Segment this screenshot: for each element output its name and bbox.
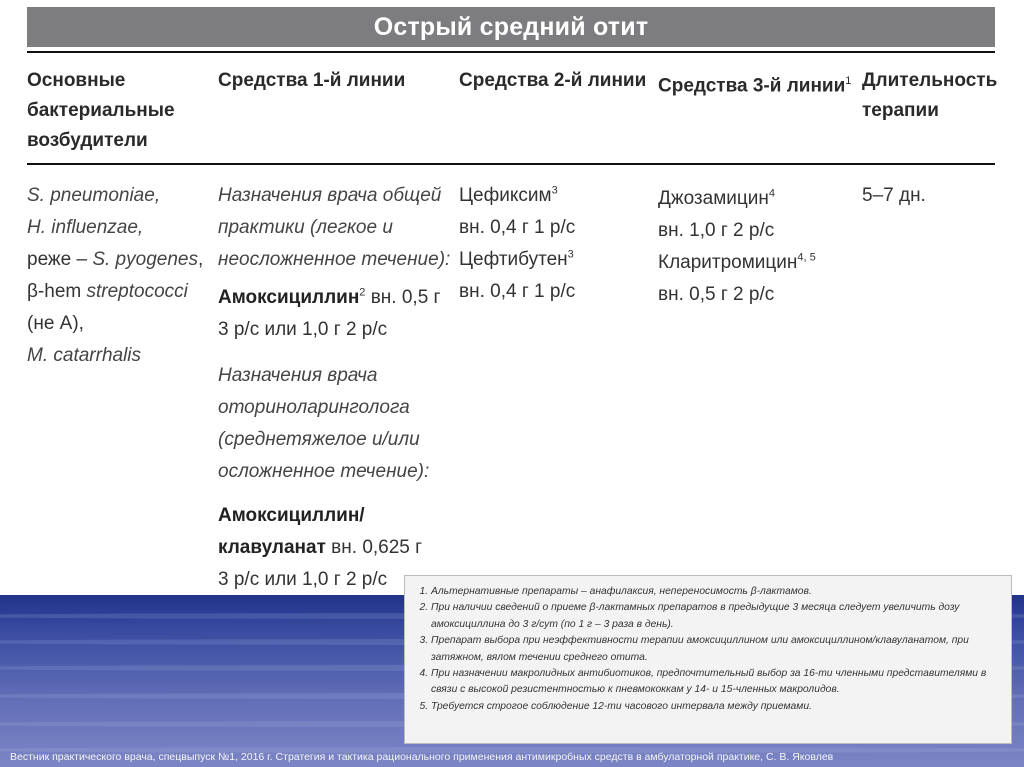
- drug-clarithromycin: [658, 247, 816, 279]
- header-bottom-rule: [27, 163, 995, 165]
- header-pathogens-line: Основные: [27, 70, 126, 91]
- footnote-mark: 3: [551, 184, 558, 197]
- drug-dose: вн. 0,625 г: [325, 537, 423, 558]
- footnote-item: 5. Требуется строгое соблюдение 12-ти часового интервала между приемами.: [431, 699, 1001, 715]
- pathogen-line: [27, 244, 203, 276]
- drug-dose: вн. 0,4 г 1 р/с: [459, 217, 576, 238]
- footnote-mark: 4, 5: [797, 251, 816, 264]
- drug-dose: 3 р/с или 1,0 г 2 р/с: [218, 569, 388, 590]
- drug-name: Цефиксим: [459, 185, 552, 206]
- drug-dose: вн. 0,4 г 1 р/с: [459, 281, 576, 302]
- pathogen-text: streptococci: [86, 281, 188, 302]
- gp-note-line: Назначения врача общей: [218, 185, 442, 206]
- drug-dose: вн. 0,5 г 2 р/с: [658, 284, 775, 305]
- pathogen-line: M. catarrhalis: [27, 345, 142, 366]
- header-top-rule: [27, 51, 995, 53]
- footnote-mark: 3: [567, 248, 574, 261]
- pathogen-text: β-hem: [27, 281, 87, 302]
- drug-amoxiclav: [218, 532, 450, 564]
- drug-name: клавуланат: [218, 537, 326, 558]
- source-citation: Вестник практического врача, спецвыпуск №1, 2016 г. Стратегия и тактика рационального применения антимикробных средств в амбулаторной практике, С. В. Яковлев: [10, 751, 834, 763]
- drug-ceftibuten: [459, 244, 575, 276]
- header-third-line-text: Средства 3-й линии: [658, 75, 846, 97]
- pathogen-text: S. pyogenes: [92, 249, 198, 270]
- duration-cell: 5–7 дн.: [862, 185, 926, 206]
- header-duration: [862, 66, 997, 126]
- footnote-item: 2. При наличии сведений о приеме β-лактамных препаратов в предыдущие 3 месяца следует увеличить дозу амоксициллина до 3 г/сут (по 1 г – 3 раза в день).: [431, 600, 1001, 633]
- ent-note-line: оториноларинголога: [218, 397, 410, 418]
- pathogen-line: (не А),: [27, 313, 84, 334]
- header-duration-line: терапии: [862, 100, 939, 121]
- footnote-item: 4. При назначении макролидных антибиотиков, предпочтительный выбор за 16-ти членными представителями в связи с высокой резистентностью к пневмококкам у 14- и 15-членных макролидов.: [431, 666, 1001, 699]
- header-third-line-footnote: 1: [845, 75, 852, 87]
- drug-name: Цефтибутен: [459, 249, 568, 270]
- header-pathogens-line: возбудители: [27, 130, 148, 151]
- ent-note-line: (среднетяжелое и/или: [218, 429, 420, 450]
- drug-name: Амоксициллин/: [218, 505, 365, 526]
- header-third-line: [658, 66, 851, 101]
- header-pathogens-line: бактериальные: [27, 100, 175, 121]
- pathogen-text: реже –: [27, 249, 93, 270]
- pathogen-line: [27, 276, 203, 308]
- footnotes-box: [404, 575, 1012, 744]
- header-pathogens: [27, 66, 175, 156]
- drug-name: Амоксициллин: [218, 287, 360, 308]
- third-line-cell: [658, 183, 816, 311]
- footnote-item: 3. Препарат выбора при неэффективности терапии амоксициллином или амоксициллином/клавуланатом, при затяжном, вялом течении среднего отита.: [431, 633, 1001, 666]
- drug-dose: 3 р/с или 1,0 г 2 р/с: [218, 319, 388, 340]
- drug-amoxicillin: [218, 282, 450, 314]
- header-second-line: Средства 2-й линии: [459, 70, 647, 91]
- ent-note-line: осложненное течение):: [218, 461, 430, 482]
- header-first-line: Средства 1-й линии: [218, 70, 406, 91]
- gp-note-line: неосложненное течение):: [218, 249, 451, 270]
- footnote-mark: 4: [768, 187, 775, 200]
- first-line-cell: [218, 180, 450, 596]
- drug-name: Джозамицин: [658, 188, 769, 209]
- slide-title: Острый средний отит: [373, 12, 649, 41]
- header-duration-line: Длительность: [862, 70, 998, 91]
- footnote-mark: 2: [359, 286, 366, 299]
- pathogen-line: H. influenzae,: [27, 217, 144, 238]
- drug-dose: вн. 1,0 г 2 р/с: [658, 220, 775, 241]
- title-bar: [27, 7, 995, 47]
- footnote-item: 1. Альтернативные препараты – анафилаксия, непереносимость β-лактамов.: [431, 584, 1001, 600]
- drug-cefixime: [459, 180, 575, 212]
- ent-note-line: Назначения врача: [218, 365, 378, 386]
- pathogens-cell: [27, 180, 203, 372]
- drug-dose: вн. 0,5 г: [365, 287, 441, 308]
- drug-name: Кларитромицин: [658, 252, 798, 273]
- pathogen-text: ,: [197, 249, 204, 270]
- gp-note-line: практики (легкое и: [218, 217, 393, 238]
- drug-josamycin: [658, 183, 816, 215]
- pathogen-line: S. pneumoniae,: [27, 185, 161, 206]
- second-line-cell: [459, 180, 575, 308]
